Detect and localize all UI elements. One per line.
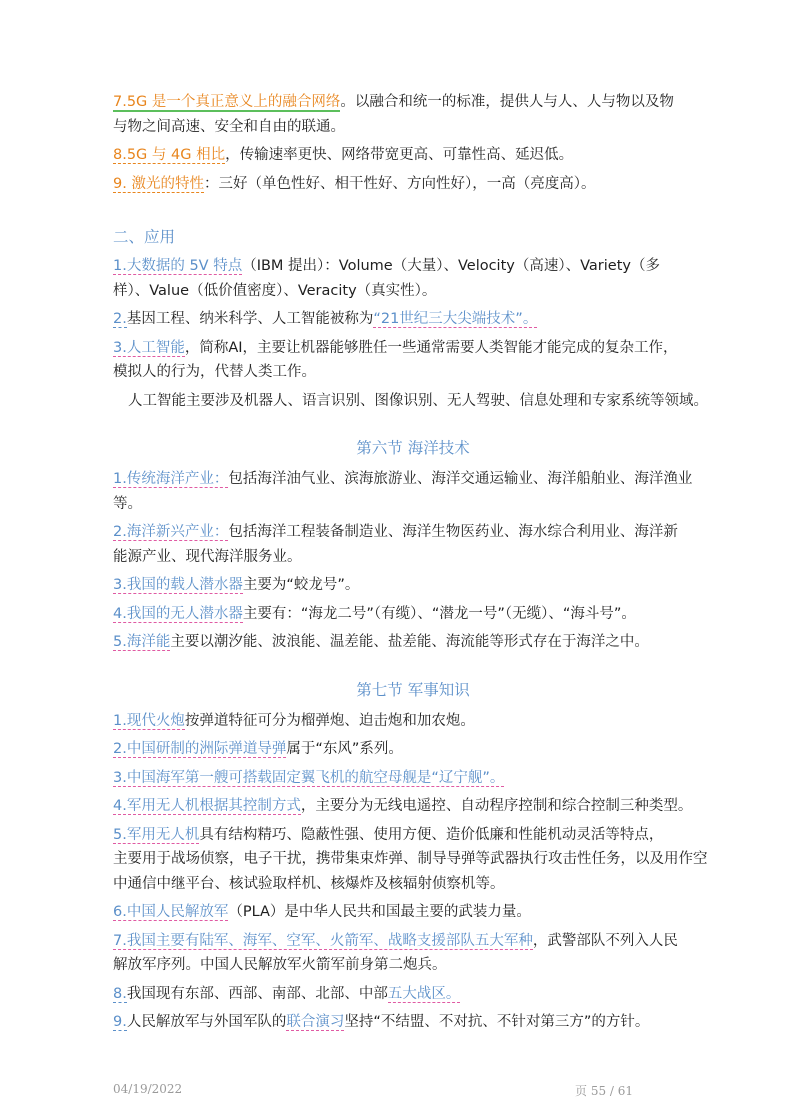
paragraph-theater-commands: 8.我国现有东部、西部、南部、北部、中部五大战区。: [113, 985, 461, 1002]
paragraph-bigdata: 1.大数据的 5V 特点（IBM 提出）：Volume（大量）、Velocity（高速）、Variety（多 样）、Value（低价值密度）、Veracity（真实性）。: [113, 258, 660, 299]
paragraph-ai: 3.人工智能，简称AI，主要让机器能够胜任一些通常需要人类智能才能完成的复杂工作， 模拟人的行为，代替人类工作。: [113, 339, 678, 380]
highlight-laser: 9. 激光的特性: [113, 175, 204, 192]
highlight-5g-fusion: 7.5G 是一个真正意义上的融合网络: [113, 94, 341, 110]
highlight-drone: 5.军用无人机: [113, 826, 200, 843]
paragraph-drone-control: 4.军用无人机根据其控制方式，主要分为无线电遥控、自动程序控制和综合控制三种类型。: [113, 798, 693, 814]
paragraph-manned-submersible: 3.我国的载人潜水器主要为“蛟龙号”。: [113, 577, 360, 593]
highlight-joint-exercises: 联合演习: [286, 1014, 345, 1030]
paragraph-aircraft-carrier: [113, 766, 713, 791]
paragraph-joint-exercises: 9.人民解放军与外国军队的联合演习坚持“不结盟、不对抗、不针对第三方”的方针。: [113, 1014, 650, 1030]
paragraph-ocean-energy: 5.海洋能主要以潮汐能、波浪能、温差能、盐差能、海流能等形式存在于海洋之中。: [113, 634, 649, 650]
paragraph-frontier-tech: 2.基因工程、纳米科学、人工智能被称为“21世纪三大尖端技术”。: [113, 311, 538, 327]
highlight-bigdata: 1.大数据的 5V 特点: [113, 258, 243, 274]
highlight-5g-vs-4g: 8.5G 与 4G 相比: [113, 147, 226, 163]
paragraph-5g-fusion: 7.5G 是一个真正意义上的融合网络。以融合和统一的标准，提供人与人、人与物以及物 与物之间高速、安全和自由的联通。: [113, 94, 674, 135]
paragraph-pla: 6.中国人民解放军（PLA）是中华人民共和国最主要的武装力量。: [113, 904, 531, 920]
highlight-icbm: 2.中国研制的洲际弹道导弹: [113, 741, 287, 757]
highlight-ocean-traditional: 1.传统海洋产业：: [113, 471, 229, 487]
paragraph-unmanned-submersible: 4.我国的无人潜水器主要有：“海龙二号”（有缆）、“潜龙一号”（无缆）、“海斗号”。: [113, 605, 636, 622]
highlight-unmanned-submersible: 4.我国的无人潜水器: [113, 605, 243, 622]
highlight-theater-commands: 五大战区。: [387, 985, 461, 1002]
footer-date: 04/19/2022: [113, 1082, 183, 1096]
footer-page-number: 页 55 / 61: [575, 1084, 634, 1098]
paragraph-artillery: 1.现代火炮按弹道特征可分为榴弹炮、迫击炮和加农炮。: [113, 712, 475, 729]
highlight-drone-control: 4.军用无人机根据其控制方式: [113, 798, 301, 814]
highlight-frontier-tech: “21世纪三大尖端技术”。: [373, 311, 538, 327]
section-title-application: 二、应用: [113, 228, 176, 246]
page-content: [113, 90, 713, 1035]
highlight-aircraft-carrier: 3.中国海军第一艘可搭载固定翼飞机的航空母舰是“辽宁舰”。: [113, 769, 505, 786]
paragraph-ocean-traditional: 1.传统海洋产业：包括海洋油气业、滨海旅游业、海洋交通运输业、海洋船舶业、海洋渔业等。: [113, 471, 693, 512]
paragraph-drone-features: 5.军用无人机具有结构精巧、隐蔽性强、使用方便、造价低廉和性能机动灵活等特点， 主要用于战场侦察，电子干扰，携带集束炸弹、制导导弹等武器执行攻击性任务，以及用作空 中通信中继平台、核试验取样机、核爆炸及核辐射侦察机等。: [113, 826, 708, 892]
highlight-ai: 3.人工智能: [113, 339, 185, 356]
paragraph-icbm: 2.中国研制的洲际弹道导弹属于“东风”系列。: [113, 741, 403, 757]
section-title-military: 第七节 军事知识: [356, 680, 470, 699]
section-title-ocean: 第六节 海洋技术: [356, 439, 470, 457]
highlight-manned-submersible: 3.我国的载人潜水器: [113, 577, 243, 593]
paragraph-ocean-emerging: 2.海洋新兴产业：包括海洋工程装备制造业、海洋生物医药业、海水综合利用业、海洋新 能源产业、现代海洋服务业。: [113, 524, 678, 565]
highlight-ocean-emerging: 2.海洋新兴产业：: [113, 524, 229, 540]
highlight-pla: 6.中国人民解放军: [113, 904, 229, 920]
highlight-artillery: 1.现代火炮: [113, 712, 185, 729]
paragraph-5g-vs-4g: 8.5G 与 4G 相比，传输速率更快、网络带宽更高、可靠性高、延迟低。: [113, 147, 574, 163]
highlight-ocean-energy: 5.海洋能: [113, 634, 171, 650]
paragraph-ai-fields: 人工智能主要涉及机器人、语言识别、图像识别、无人驾驶、信息处理和专家系统等领域。: [128, 392, 708, 409]
highlight-services: 7.我国主要有陆军、海军、空军、火箭军、战略支援部队五大军种: [113, 932, 533, 949]
paragraph-services: 7.我国主要有陆军、海军、空军、火箭军、战略支援部队五大军种，武警部队不列入人民 解放军序列。中国人民解放军火箭军前身第二炮兵。: [113, 932, 678, 973]
paragraph-laser: 9. 激光的特性：三好（单色性好、相干性好、方向性好），一高（亮度高）。: [113, 175, 596, 192]
